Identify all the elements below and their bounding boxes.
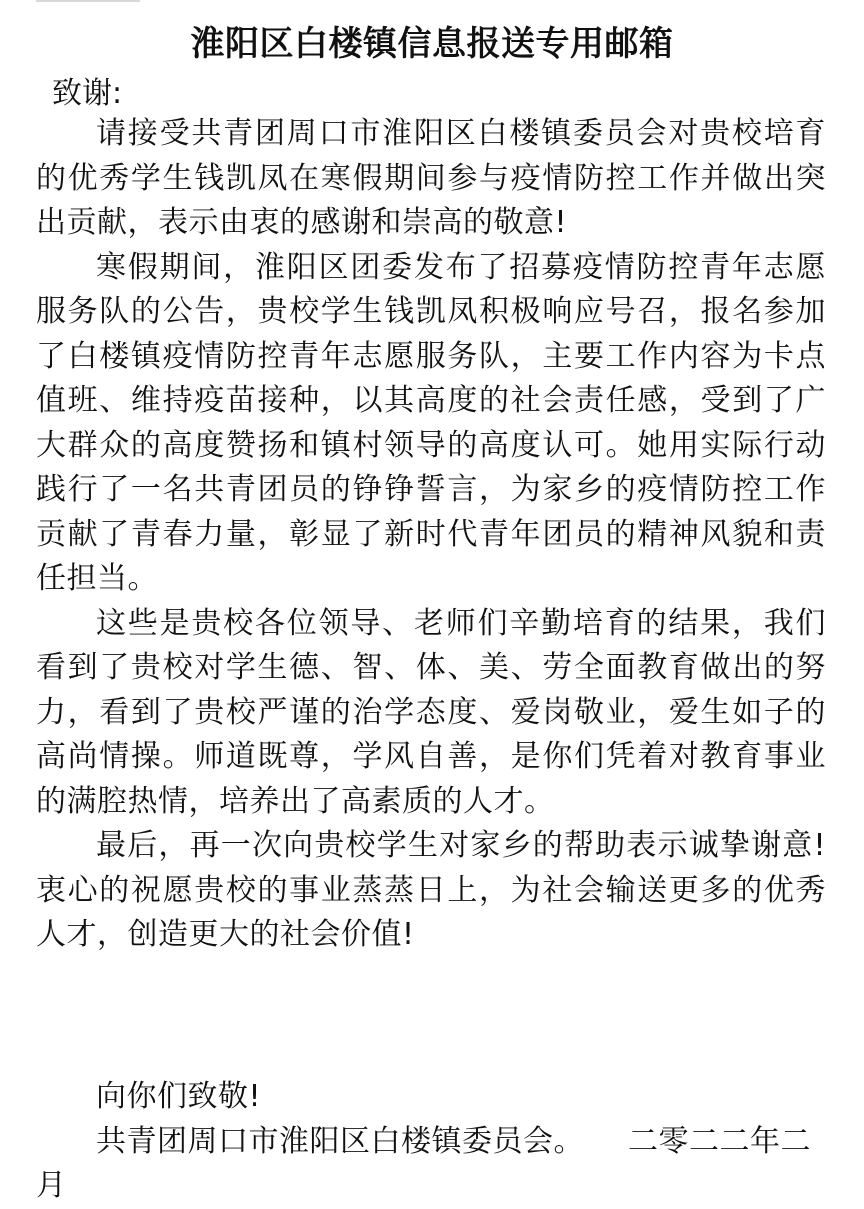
letter-date: 二零二二年二月	[36, 1123, 811, 1203]
document-title: 淮阳区白楼镇信息报送专用邮箱	[190, 24, 674, 64]
salutation: 致谢:	[52, 76, 123, 111]
closing-greeting: 向你们致敬!	[96, 1079, 262, 1114]
signature: 共青团周口市淮阳区白楼镇委员会。	[96, 1123, 584, 1159]
paragraph-school-praise: 这些是贵校各位领导、老师们辛勤培育的结果，我们看到了贵校对学生德、智、体、美、劳全面教育做出的努力，看到了贵校严谨的治学态度、爱岗敬业，爱生如子的高尚情操。师道既尊，学风自善，是你们凭着对教育事业的满腔热情，培养出了高素质的人才。	[36, 605, 826, 819]
paragraph-volunteer-service: 寒假期间，淮阳区团委发布了招募疫情防控青年志愿服务队的公告，贵校学生钱凯凤积极响应号召，报名参加了白楼镇疫情防控青年志愿服务队，主要工作内容为卡点值班、维持疫苗接种，以其高度的社会责任感，受到了广大群众的高度赞扬和镇村领导的高度认可。她用实际行动践行了一名共青团员的铮铮誓言，为家乡的疫情防控工作贡献了青春力量，彰显了新时代青年团员的精神风貌和责任担当。	[36, 249, 826, 596]
signature-line	[36, 1120, 826, 1209]
letter-body	[36, 112, 826, 958]
top-edge-mark	[36, 0, 140, 2]
paragraph-final-thanks: 最后，再一次向贵校学生对家乡的帮助表示诚挚谢意!衷心的祝愿贵校的事业蒸蒸日上，为社会输送更多的优秀人才，创造更大的社会价值!	[36, 828, 826, 952]
letter-closing	[36, 1075, 826, 1209]
paragraph-gratitude: 请接受共青团周口市淮阳区白楼镇委员会对贵校培育的优秀学生钱凯凤在寒假期间参与疫情防控工作并做出突出贡献，表示由衷的感谢和崇高的敬意!	[36, 116, 826, 240]
